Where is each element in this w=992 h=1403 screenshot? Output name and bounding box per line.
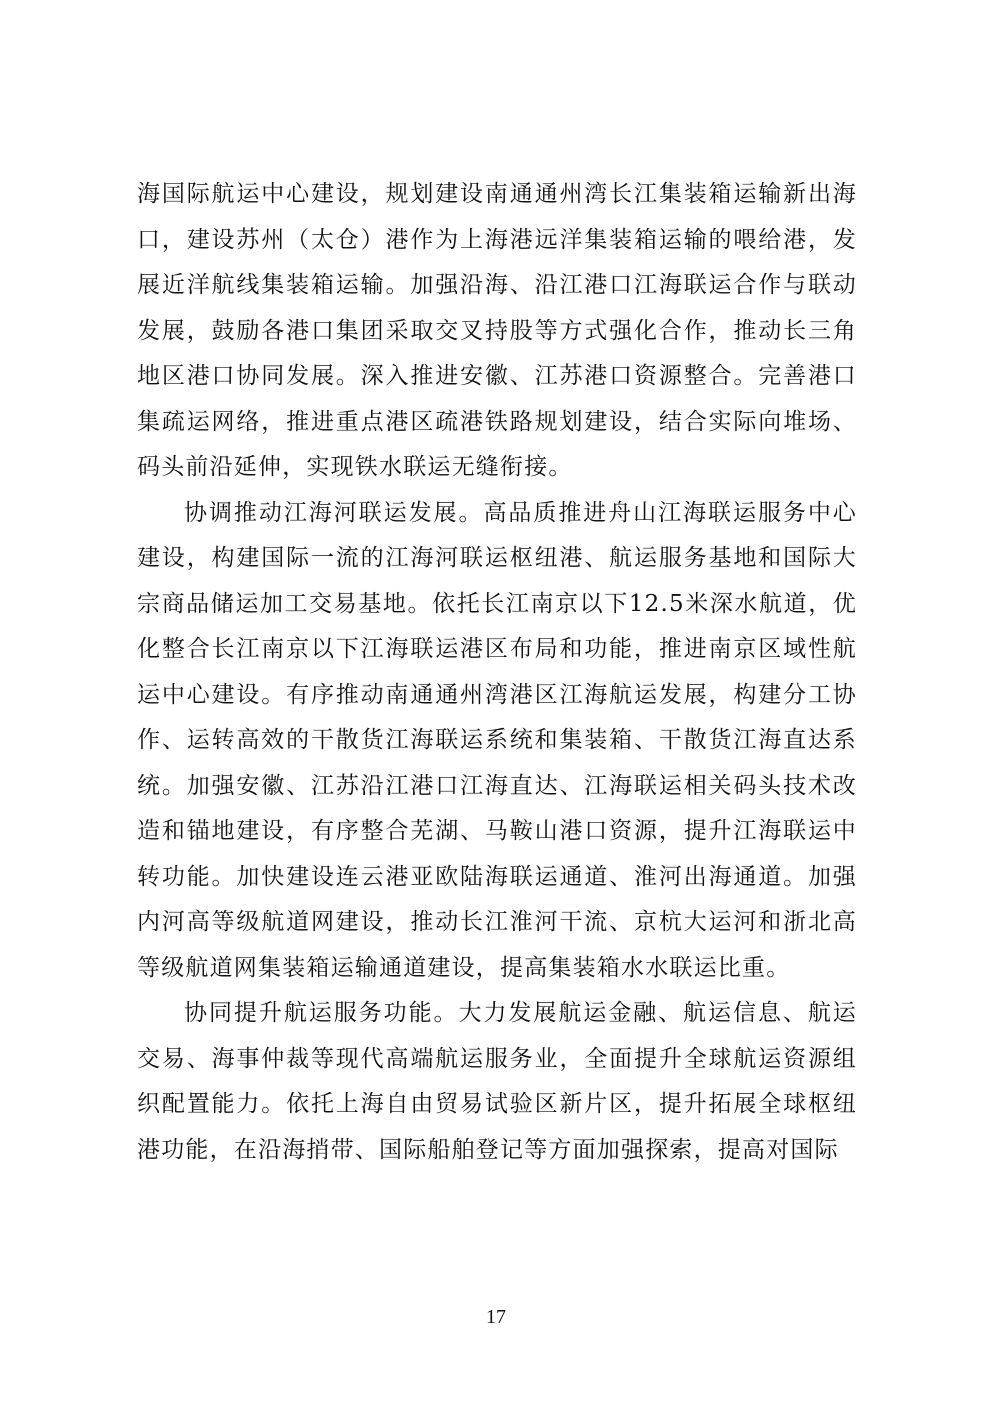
- paragraph-text: 高品质推进舟山江海联运服务中心建设，构建国际一流的江海河联运枢纽港、航运服务基地和国际大宗商品储运加工交易基地。依托长江南京以下12.5米深水航道，优化整合长江南京以下江海联运港区布局和功能，推进南京区域性航运中心建设。有序推动南通通州湾港区江海航运发展，构建分工协作、运转高效的干散货江海联运系统和集装箱、干散货江海直达系统。加强安徽、江苏沿江港口江海直达、江海联运相关码头技术改造和锚地建设，有序整合芜湖、马鞍山港口资源，提升江海联运中转功能。加快建设连云港亚欧陆海联运通道、淮河出海通道。加强内河高等级航道网建设，推动长江淮河干流、京杭大运河和浙北高等级航道网集装箱运输通道建设，提高集装箱水水联运比重。: [137, 499, 858, 981]
- paragraph-text: 海国际航运中心建设，规划建设南通通州湾长江集装箱运输新出海口，建设苏州（太仓）港作为上海港远洋集装箱运输的喂给港，发展近洋航线集装箱运输。加强沿海、沿江港口江海联运合作与联动发展，鼓励各港口集团采取交叉持股等方式强化合作，推动长三角地区港口协同发展。深入推进安徽、江苏港口资源整合。完善港口集疏运网络，推进重点港区疏港铁路规划建设，结合实际向堆场、码头前沿延伸，实现铁水联运无缝衔接。: [137, 181, 857, 480]
- paragraph-jianghaihe-liangyun: [137, 491, 857, 992]
- paragraph-hangyun-fuwu: [137, 991, 857, 1173]
- paragraph-lead-heading: 协同提升航运服务功能。: [184, 1000, 459, 1026]
- paragraph-lead-heading: 协调推动江海河联运发展。: [184, 499, 484, 526]
- page-number: 17: [486, 1306, 506, 1328]
- paragraph-continuation: [137, 172, 857, 491]
- paragraph-text: 大力发展航运金融、航运信息、航运交易、海事仲裁等现代高端航运服务业，全面提升全球航运资源组织配置能力。依托上海自由贸易试验区新片区，提升拓展全球枢纽港功能，在沿海捎带、国际船舶登记等方面加强探索，提高对国际: [137, 1000, 858, 1163]
- page-body: [137, 172, 857, 1173]
